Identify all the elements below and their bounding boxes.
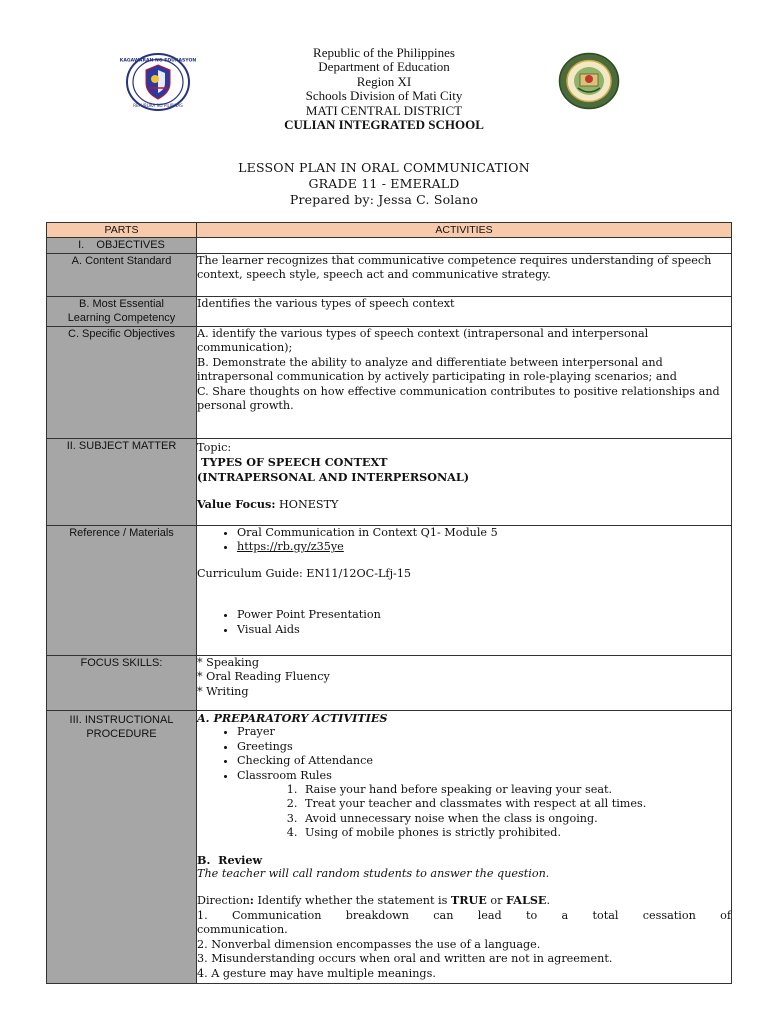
direction-line [197, 893, 731, 908]
false-word: FALSE [506, 893, 547, 908]
value-focus-value: HONESTY [279, 498, 339, 512]
specific-objectives-cell [197, 327, 732, 439]
review-question-1-line1: 1. Communication breakdown can lead to a total cessation of [197, 908, 731, 922]
table-header-row [47, 223, 732, 238]
department-line: Department of Education [318, 59, 450, 75]
melc-row [47, 297, 732, 327]
prep-prayer: • Prayer [237, 725, 731, 739]
curriculum-guide: Curriculum Guide: EN11/12OC-Lfj-15 [197, 566, 412, 580]
lesson-plan-table [46, 222, 732, 984]
melc-label-line2: Learning Competency [67, 312, 176, 324]
prepared-by-line: Prepared by: Jessa C. Solano [289, 192, 479, 207]
review-question-4: 4. A gesture may have multiple meanings. [197, 966, 436, 980]
activities-header: ACTIVITIES [197, 223, 732, 238]
specific-objectives-label: C. Specific Objectives [47, 327, 197, 439]
topic-label: Topic: [197, 441, 232, 454]
melc-label-line1: B. Most Essential [79, 298, 164, 310]
procedure-label [47, 711, 197, 984]
subject-matter-label: II. SUBJECT MATTER [47, 439, 197, 526]
focus-skills-cell [197, 656, 732, 711]
direction-mid: Identify whether the statement is [253, 894, 451, 908]
prep-greetings: • Greetings [237, 740, 731, 754]
specific-objectives-row [47, 327, 732, 439]
content-standard-text: The learner recognizes that communicative competence requires understanding of speech context, speech style, speech act and communicative strategy. [197, 254, 732, 297]
parts-header: PARTS [47, 223, 197, 238]
reference-cell [197, 526, 732, 656]
review-question-1-line2: communication. [197, 923, 288, 937]
material-ppt: • Power Point Presentation [237, 608, 731, 622]
rule-item: 3. Avoid unnecessary noise when the class is ongoing. [301, 812, 731, 826]
reference-module: • Oral Communication in Context Q1- Module 5 [237, 526, 731, 540]
topic-line1: TYPES OF SPEECH CONTEXT [201, 455, 388, 470]
school-name: CULIAN INTEGRATED SCHOOL [284, 117, 484, 133]
subject-matter-cell [197, 439, 732, 526]
content-standard-label: A. Content Standard [47, 254, 197, 297]
district-line: MATI CENTRAL DISTRICT [305, 102, 463, 118]
procedure-label-line1: III. INSTRUCTIONAL [69, 714, 174, 726]
preparatory-list [197, 725, 731, 783]
melc-text: Identifies the various types of speech context [197, 297, 732, 327]
true-word: TRUE [450, 893, 487, 908]
prep-attendance: • Checking of Attendance [237, 754, 731, 768]
reference-link-item [237, 540, 731, 554]
subject-matter-row [47, 439, 732, 526]
review-note: The teacher will call random students to answer the question. [197, 867, 550, 881]
review-letter: B. [197, 852, 211, 867]
objectives-cell [197, 238, 732, 254]
title-line: LESSON PLAN IN ORAL COMMUNICATION [238, 160, 530, 175]
classroom-rules-list [197, 783, 731, 841]
direction-period: . [546, 894, 551, 908]
objectives-label: I. OBJECTIVES [47, 238, 197, 254]
focus-skills-label: FOCUS SKILLS: [47, 656, 197, 711]
material-visual-aids: • Visual Aids [237, 623, 731, 637]
division-line: Schools Division of Mati City [305, 88, 463, 104]
review-question-2: 2. Nonverbal dimension encompasses the use of a language. [197, 937, 541, 951]
objectives-row [47, 238, 732, 254]
lesson-plan-title [184, 160, 584, 208]
topic-line2: (INTRAPERSONAL AND INTERPERSONAL) [197, 469, 470, 484]
reference-link[interactable]: https://rb.gy/z35ye [237, 540, 344, 554]
procedure-row [47, 711, 732, 984]
letterhead [184, 46, 584, 132]
direction-prefix: Direction [197, 894, 250, 908]
svg-text:REPUBLIKA NG PILIPINAS: REPUBLIKA NG PILIPINAS [133, 103, 183, 108]
value-focus-label: Value Focus: [197, 497, 276, 512]
skill-writing: * Writing [197, 684, 249, 698]
rule-item: 1. Raise your hand before speaking or leaving your seat. [301, 783, 731, 797]
skill-speaking: * Speaking [197, 656, 259, 669]
reference-list [197, 526, 731, 555]
reference-row [47, 526, 732, 656]
grade-line: GRADE 11 - EMERALD [308, 176, 460, 191]
melc-label [47, 297, 197, 327]
review-heading [197, 853, 731, 867]
rule-item: 4. Using of mobile phones is strictly prohibited. [301, 826, 731, 840]
deped-seal-icon [119, 52, 197, 112]
procedure-cell [197, 711, 732, 984]
direction-colon: : [249, 893, 254, 908]
reference-label: Reference / Materials [47, 526, 197, 656]
objective-a: A. identify the various types of speech context (intrapersonal and interpersonal communication); [197, 327, 649, 355]
value-focus [197, 497, 731, 512]
svg-text:KAGAWARAN NG EDUKASYON: KAGAWARAN NG EDUKASYON [119, 58, 197, 64]
objective-c: C. Share thoughts on how effective communication contributes to positive relationships and personal growth. [197, 384, 720, 413]
review-word: Review [218, 852, 263, 867]
procedure-label-line2: PROCEDURE [86, 728, 157, 740]
or-word: or [486, 894, 506, 908]
materials-list [197, 608, 731, 637]
objective-b: B. Demonstrate the ability to analyze and differentiate between interpersonal and intrapersonal communication by actively participating in role-playing scenarios; and [197, 355, 677, 384]
region-line: Region XI [356, 73, 412, 89]
republic-line: Republic of the Philippines [313, 45, 455, 60]
focus-skills-row [47, 656, 732, 711]
preparatory-heading: A. PREPARATORY ACTIVITIES [197, 711, 388, 725]
review-question-3: 3. Misunderstanding occurs when oral and written are not in agreement. [197, 952, 613, 966]
prep-rules: • Classroom Rules [237, 769, 731, 783]
rule-item: 2. Treat your teacher and classmates with respect at all times. [301, 797, 731, 811]
skill-reading: * Oral Reading Fluency [197, 670, 330, 684]
content-standard-row [47, 254, 732, 297]
